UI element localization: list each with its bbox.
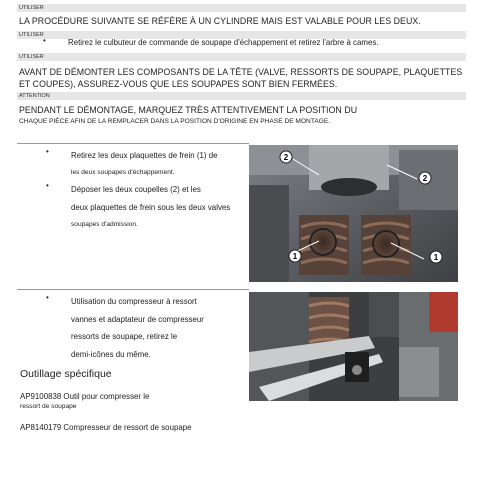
note-tag: UTILISER <box>19 5 44 11</box>
tool-1-line1: AP9100838 Outil pour compresser le <box>20 392 150 401</box>
warning-text-line2: CHAQUE PIÈCE AFIN DE LA REMPLACER DANS LA POSITION D'ORIGINE EN PHASE DE MONTAGE. <box>19 118 331 125</box>
bullet-icon: • <box>46 293 49 302</box>
step1-text-2b: deux plaquettes de frein sous les deux valves <box>71 203 231 212</box>
callout-label: 1 <box>292 252 298 261</box>
spring-compressor-photo <box>249 292 458 401</box>
spring-compressor-illustration <box>249 292 458 401</box>
step2-text-2: vannes et adaptateur de compresseur <box>71 315 204 324</box>
callout-label: 2 <box>283 153 289 162</box>
step-divider <box>17 143 249 144</box>
step1-text-1b: les deux soupapes d'échappement. <box>71 169 175 176</box>
note-band <box>17 4 466 12</box>
valve-head-illustration <box>249 145 458 282</box>
warning-band <box>17 92 466 100</box>
note-tag: UTILISER <box>19 32 44 38</box>
tool-2: AP8140179 Compresseur de ressort de soupape <box>20 423 192 432</box>
tools-heading: Outillage spécifique <box>20 368 112 380</box>
step1-text-2a: Déposer les deux coupelles (2) et les <box>71 185 201 194</box>
note-tag: UTILISER <box>19 54 44 60</box>
valve-head-photo <box>249 145 458 282</box>
note-band <box>17 53 466 61</box>
callout-label: 1 <box>433 253 439 262</box>
note-text-line2: ET COUPES), ASSUREZ-VOUS QUE LES SOUPAPES SONT BIEN FERMÉES. <box>19 79 338 89</box>
warning-text-line1: PENDANT LE DÉMONTAGE, MARQUEZ TRÈS ATTENTIVEMENT LA POSITION DU <box>19 105 358 115</box>
step1-text-1a: Retirez les deux plaquettes de frein (1) de <box>71 151 218 160</box>
bullet-icon: • <box>43 36 46 45</box>
bullet-icon: • <box>46 181 49 190</box>
step-divider <box>17 289 249 290</box>
bullet-icon: • <box>46 147 49 156</box>
warning-tag: ATTENTION <box>19 93 50 99</box>
step2-text-1: Utilisation du compresseur à ressort <box>71 297 197 306</box>
note-text: LA PROCÉDURE SUIVANTE SE RÉFÈRE À UN CYLINDRE MAIS EST VALABLE POUR LES DEUX. <box>19 16 421 26</box>
bullet-text: Retirez le culbuteur de commande de soupape d'échappement et retirez l'arbre à cames. <box>68 38 379 47</box>
step2-text-3: ressorts de soupape, retirez le <box>71 332 178 341</box>
tool-1-line2: ressort de soupape <box>20 403 77 410</box>
step1-text-2c: soupapes d'admission. <box>71 221 138 228</box>
note-text-line1: AVANT DE DÉMONTER LES COMPOSANTS DE LA TÊTE (VALVE, RESSORTS DE SOUPAPE, PLAQUETTES <box>19 67 463 77</box>
step2-text-4: demi-icônes du même. <box>71 350 151 359</box>
callout-label: 2 <box>422 174 428 183</box>
